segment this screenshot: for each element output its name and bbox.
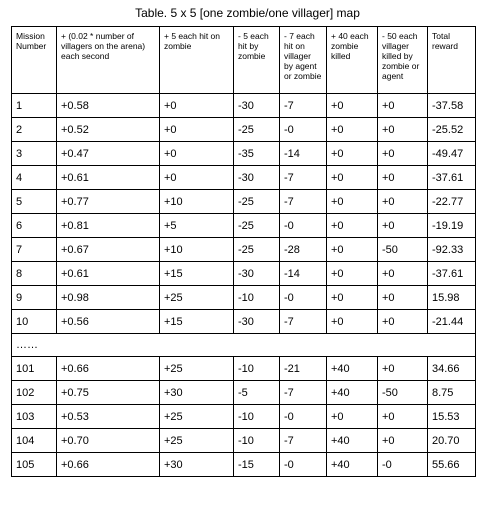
table-cell: -15 [234,453,280,477]
table-cell: +0.77 [57,190,160,214]
table-cell: +0.56 [57,310,160,334]
table-cell: +25 [160,405,234,429]
table-cell: -7 [280,381,327,405]
table-cell: +15 [160,262,234,286]
table-cell: 1 [12,94,57,118]
table-cell: +0 [378,405,428,429]
column-header: - 5 each hit by zombie [234,27,280,94]
table-cell: -30 [234,262,280,286]
table-cell: -10 [234,286,280,310]
table-row [12,166,476,190]
table-row [12,310,476,334]
table-cell: -25 [234,214,280,238]
table-cell: +0.70 [57,429,160,453]
table-cell: -0 [280,405,327,429]
column-header: + (0.02 * number of villagers on the arena) each second [57,27,160,94]
table-row [12,453,476,477]
table-row [12,190,476,214]
table-title: Table. 5 x 5 [one zombie/one villager] map [135,6,360,20]
table-cell: -0 [280,453,327,477]
table-row [12,118,476,142]
table-cell: +15 [160,310,234,334]
table-row [12,142,476,166]
table-cell: -50 [378,381,428,405]
table-cell: +0 [327,166,378,190]
table-cell: -19.19 [428,214,476,238]
table-row [12,286,476,310]
table-cell: -7 [280,94,327,118]
table-cell: +10 [160,238,234,262]
table-cell: 9 [12,286,57,310]
reward-table [11,26,476,477]
table-cell: +0 [327,405,378,429]
table-cell: 102 [12,381,57,405]
column-header: + 40 each zombie killed [327,27,378,94]
table-cell: +40 [327,357,378,381]
table-cell: -37.61 [428,166,476,190]
table-row [12,357,476,381]
table-cell: +30 [160,453,234,477]
table-cell: -7 [280,190,327,214]
table-cell: -25.52 [428,118,476,142]
table-cell: +0 [378,429,428,453]
table-cell: +0 [378,166,428,190]
table-cell: 5 [12,190,57,214]
table-cell: +0 [378,286,428,310]
table-cell: -0 [378,453,428,477]
table-cell: +25 [160,357,234,381]
table-cell: -22.77 [428,190,476,214]
table-cell: +0 [327,310,378,334]
table-cell: -10 [234,405,280,429]
table-cell: 20.70 [428,429,476,453]
table-cell: +40 [327,381,378,405]
table-cell: -30 [234,94,280,118]
table-cell: -0 [280,286,327,310]
table-cell: +0 [160,166,234,190]
table-row [12,214,476,238]
table-cell: +0 [327,94,378,118]
table-cell: -21 [280,357,327,381]
table-cell: +10 [160,190,234,214]
table-cell: 10 [12,310,57,334]
table-cell: +0.75 [57,381,160,405]
table-cell: +0 [378,190,428,214]
table-cell: -37.61 [428,262,476,286]
table-cell: -10 [234,429,280,453]
table-row [12,405,476,429]
table-cell: 8.75 [428,381,476,405]
table-cell: 6 [12,214,57,238]
ellipsis-row [12,334,476,357]
column-header: Total reward [428,27,476,94]
table-cell: 55.66 [428,453,476,477]
table-cell: +0 [327,262,378,286]
table-cell: -21.44 [428,310,476,334]
table-cell: +0 [327,214,378,238]
table-cell: +0.98 [57,286,160,310]
table-cell: -92.33 [428,238,476,262]
table-cell: -5 [234,381,280,405]
table-cell: +0 [327,286,378,310]
table-cell: 15.98 [428,286,476,310]
table-cell: +0 [378,142,428,166]
table-cell: +30 [160,381,234,405]
table-cell: -10 [234,357,280,381]
table-row [12,429,476,453]
table-cell: -25 [234,118,280,142]
table-cell: -0 [280,214,327,238]
table-cell: +0.67 [57,238,160,262]
table-cell: +40 [327,429,378,453]
table-cell: -35 [234,142,280,166]
table-cell: +0 [378,357,428,381]
table-cell: +0.53 [57,405,160,429]
table-cell: -30 [234,310,280,334]
table-cell: 8 [12,262,57,286]
table-cell: +0.61 [57,166,160,190]
table-cell: +0.58 [57,94,160,118]
table-cell: +0 [378,118,428,142]
table-cell: 34.66 [428,357,476,381]
table-cell: +25 [160,429,234,453]
table-cell: -30 [234,166,280,190]
table-cell: +5 [160,214,234,238]
table-cell: +25 [160,286,234,310]
column-header: - 50 each villager killed by zombie or agent [378,27,428,94]
table-cell: -37.58 [428,94,476,118]
table-cell: +0 [327,238,378,262]
table-cell: +0.47 [57,142,160,166]
table-cell: +0.61 [57,262,160,286]
table-row [12,262,476,286]
table-cell: -14 [280,262,327,286]
ellipsis-cell: …… [12,334,476,357]
table-cell: 104 [12,429,57,453]
table-cell: -7 [280,166,327,190]
table-row [12,94,476,118]
table-cell: -25 [234,190,280,214]
table-cell: -7 [280,429,327,453]
column-header: - 7 each hit on villager by agent or zombie [280,27,327,94]
table-cell: +0.81 [57,214,160,238]
table-cell: +0 [327,118,378,142]
table-cell: 2 [12,118,57,142]
table-row [12,381,476,405]
table-cell: +40 [327,453,378,477]
table-cell: 15.53 [428,405,476,429]
table-cell: +0 [378,262,428,286]
table-body [12,27,476,477]
table-cell: +0 [378,310,428,334]
table-cell: +0 [327,142,378,166]
table-cell: -28 [280,238,327,262]
table-cell: 105 [12,453,57,477]
table-cell: +0.66 [57,357,160,381]
column-header: Mission Number [12,27,57,94]
table-cell: -50 [378,238,428,262]
table-cell: +0 [327,190,378,214]
table-cell: 103 [12,405,57,429]
table-cell: +0.52 [57,118,160,142]
table-cell: -49.47 [428,142,476,166]
header-row [12,27,476,94]
table-cell: 7 [12,238,57,262]
table-cell: +0 [378,214,428,238]
column-header: + 5 each hit on zombie [160,27,234,94]
table-cell: +0 [160,142,234,166]
table-cell: 3 [12,142,57,166]
table-cell: -7 [280,310,327,334]
table-cell: -0 [280,118,327,142]
table-cell: +0.66 [57,453,160,477]
table-cell: -25 [234,238,280,262]
table-cell: +0 [378,94,428,118]
table-row [12,238,476,262]
table-cell: -14 [280,142,327,166]
table-cell: 101 [12,357,57,381]
table-cell: +0 [160,94,234,118]
table-cell: 4 [12,166,57,190]
table-cell: +0 [160,118,234,142]
